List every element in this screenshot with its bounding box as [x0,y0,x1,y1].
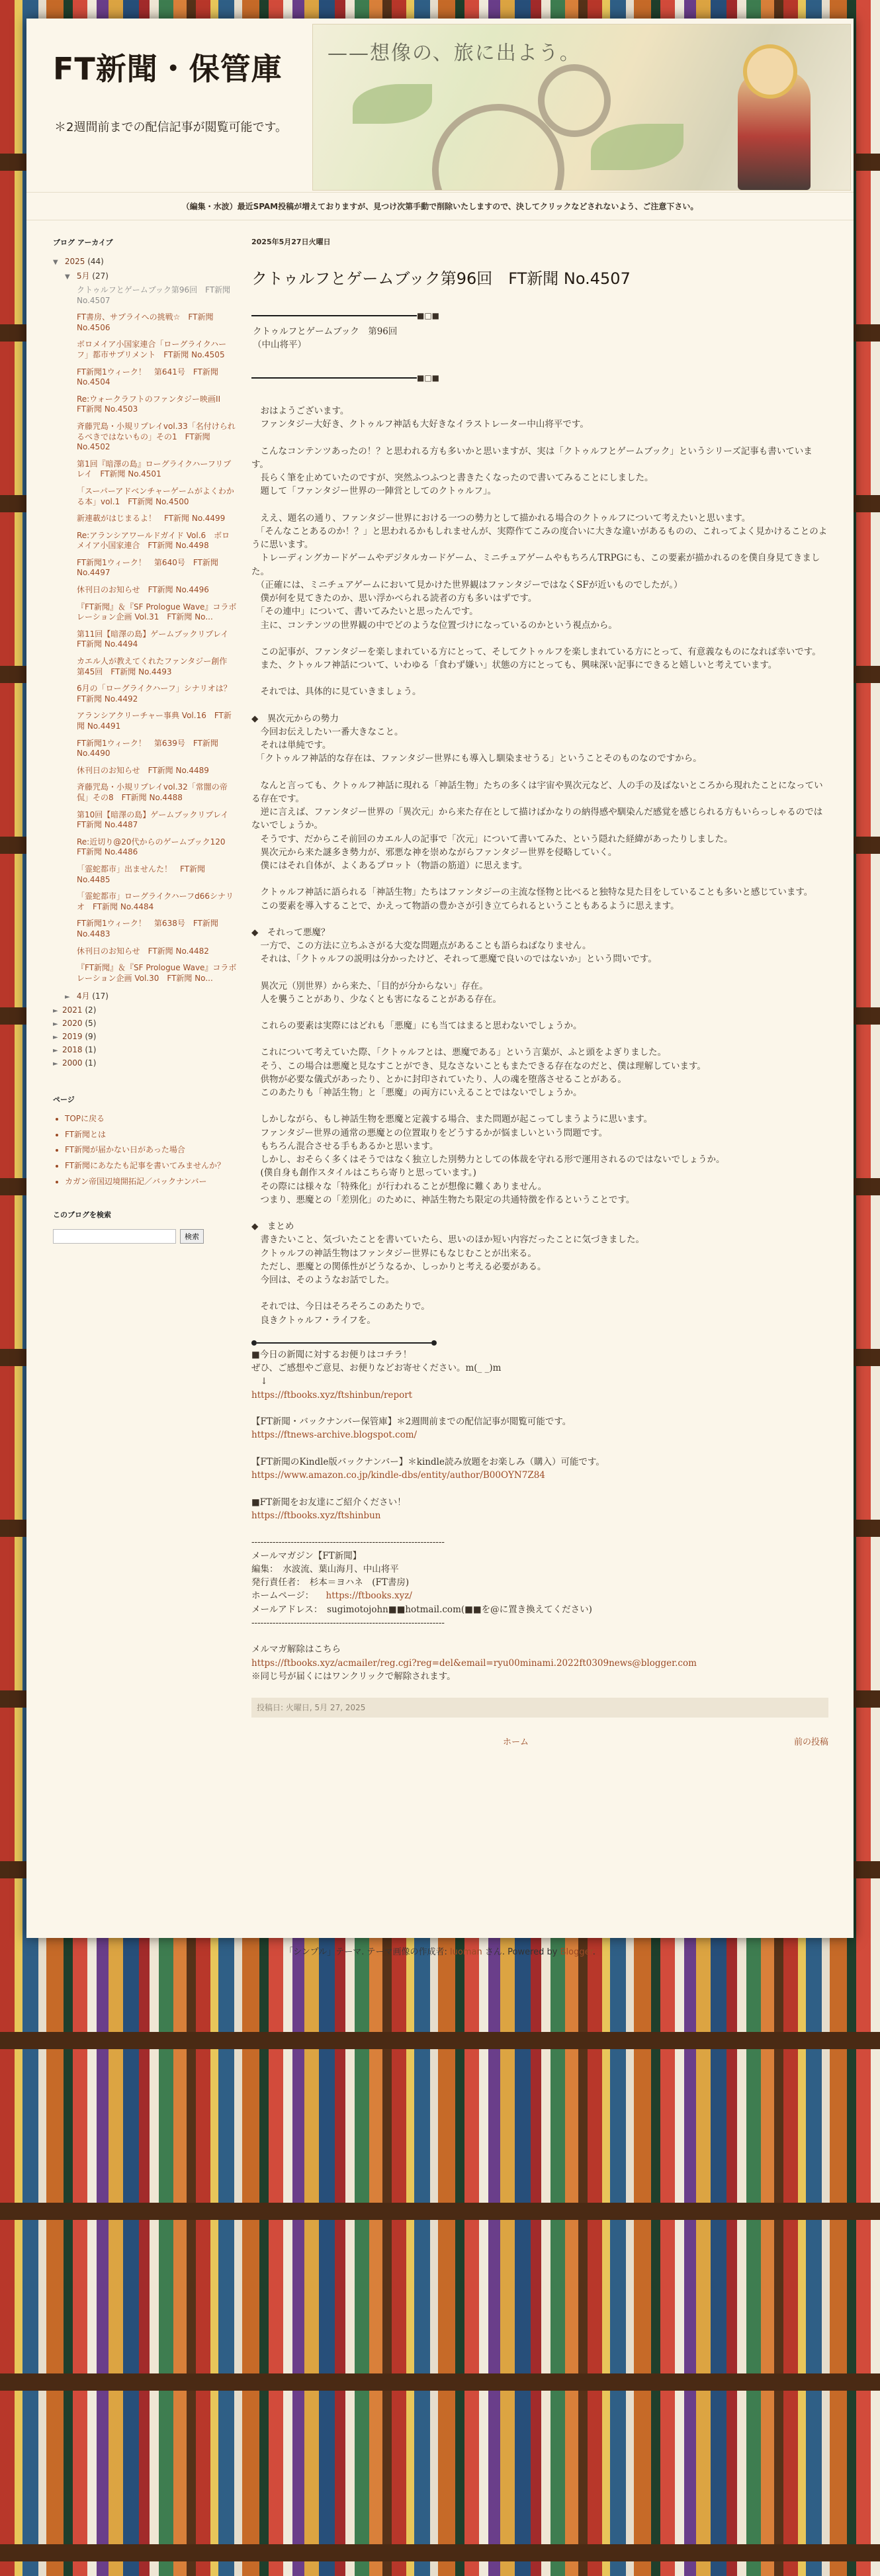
older-post-link[interactable]: 前の投稿 [793,1737,828,1747]
page-link[interactable]: • FT新聞にあなたも記事を書いてみませんか？ [65,1161,237,1172]
archive-post-link[interactable]: 「霊蛇都市」出ませんた！ FT新聞 No.4485 [77,864,206,884]
post-paragraph: 異次元（別世界）から来た、「目的が分からない」存在。 人を襲うことがあり、少なくとも害になることがある存在。 [260,980,502,1005]
blog-pager [251,1736,828,1749]
archive-year-label[interactable]: 2021 [62,1005,83,1015]
share-heading: ■FT新聞をお友達にご紹介ください！ [251,1496,406,1508]
mail-address-line: メールアドレス： sugimotojohn■■hotmail.com(■■を@に置き換えてください) [251,1604,592,1615]
archive-post-link[interactable]: Re:ウォークラフトのファンタジー映画II FT新聞 No.4503 [77,394,229,414]
post-paragraph: これらの要素は実際にはどれも「悪魔」にも当てはまると思わないでしょうか。 [251,1021,582,1031]
expand-toggle-icon[interactable]: ► [53,1034,58,1042]
archive-post-link[interactable]: 『FT新聞』＆『SF Prologue Wave』コラボレーション企画 Vol.30 FT新聞 No... [77,963,237,983]
archive-post-link[interactable]: 「霊蛇都市」ローグライクハーフd66シナリオ FT新聞 No.4484 [77,892,234,911]
page-link[interactable]: • FT新聞とは [65,1130,237,1140]
post-author: （中山将平） [253,339,306,350]
archive-count: (9) [85,1032,97,1042]
archive-post-link[interactable]: FT新聞1ウィーク！ 第638号 FT新聞 No.4483 [77,919,218,939]
post-paragraph: それでは、今日はそろそろこのあたりで。 良きクトゥルフ・ライフを。 [260,1301,430,1326]
archive-month-label[interactable]: 4月 [76,991,90,1001]
archive-count: (44) [87,257,104,266]
post-title[interactable]: クトゥルフとゲームブック第96回 FT新聞 No.4507 [251,269,631,288]
archive-month-label[interactable]: 5月 [76,271,90,281]
archive-post-link[interactable]: FT新聞1ウィーク！ 第640号 FT新聞 No.4497 [77,557,218,578]
archive-post-link[interactable]: Re:近切り@20代からのゲームブック120 FT新聞 No.4486 [77,837,234,857]
title-rule: ■□■ [251,312,828,320]
post-paragraph: クトゥルフ神話に語られる「神話生物」たちはファンタジーの主流な怪物と比べると独特な見た目をしていることも多いと感じています。 この要素を導入することで、かえって物語の豊かさが引き立てられるということもあるように思えます。 [260,887,813,911]
post-paragraph: ◆ まとめ 書きたいこと、気づいたことを書いていたら、思いのほか短い内容だったことに気づきました。 クトゥルフの神話生物はファンタジー世界にもなじむことが出来る。 ただし、悪魔との関係性がどうなるか、しっかりと考える必要がある。 今回は、そのようなお話でした。 [251,1221,644,1285]
credit-mid: さん. Powered by [482,1947,560,1957]
archive-month-apr[interactable] [53,990,237,1001]
title-rule: ■□■ [251,374,828,382]
archive-count: (27) [92,271,109,281]
archive-count: (5) [85,1019,97,1029]
archive-post-link[interactable]: カエル人が教えてくれたファンタジー創作 第45回 FT新聞 No.4493 [77,657,236,676]
expand-toggle-icon[interactable]: ► [53,1047,58,1055]
collapse-toggle-icon[interactable]: ▼ [65,273,70,281]
archive-year[interactable] [53,1019,237,1028]
illustrated-character-head [743,44,797,99]
contact-heading: ■今日の新聞に対するお便りはコチラ！ ぜひ、ご感想やご意見、お便りなどお寄せください。m(_ _)m ↓ [251,1349,502,1387]
archive-month-may[interactable] [53,270,237,281]
spam-notice: （編集・水波）最近SPAM投稿が増えておりますが、見つけ次第手動で削除いたしますので、決してクリックなどされないよう、ご注意下さい。 [26,193,854,220]
banner-tagline: ——想像の、旅に出よう。 [328,42,581,65]
blogger-link[interactable]: Blogger [560,1947,593,1957]
archive-year[interactable] [53,1058,237,1068]
credit-suffix: . [592,1947,595,1957]
pages-list [53,1114,237,1187]
archive-year[interactable] [53,1032,237,1041]
page-link[interactable]: • FT新聞が届かない日があった場合 [65,1145,237,1156]
unsubscribe-heading: メルマガ解除はこちら [251,1644,341,1655]
post-paragraph: こんなコンテンツあったの！？と思われる方も多いかと思いますが、実は「クトゥルフとゲームブック」というシリーズ記事も書いています。 長らく筆を止めていたのですが、突然ふつふつと書きたくなったので書いてみることにしました。 題して「ファンタジー世界の一陣営としてのクトゥルフ」。 [251,445,813,497]
magazine-name: メールマガジン【FT新聞】 [251,1550,362,1561]
header-banner-image [312,24,851,191]
post-paragraph: ◆ それって悪魔？ 一方で、この方法に立ちふさがる大変な問題点があることも語らねばなりません。 それは、「クトゥルフの説明は分かったけど、それって悪魔で良いのではないか」という問いです。 [251,927,657,965]
expand-toggle-icon[interactable]: ► [53,1060,58,1068]
archive-post-link[interactable]: ボロメイア小国家連合「ローグライクハーフ」都市サプリメント FT新聞 No.4505 [77,340,227,359]
archive-heading: ブログ アーカイブ [53,238,113,247]
search-input[interactable] [53,1229,176,1244]
archive-post-link[interactable]: 「スーパーアドベンチャーゲームがよくわかる本」vol.1 FT新聞 No.4500 [77,486,234,506]
archive-post-link[interactable]: Re:アランシアワールドガイド Vol.6 ボロメイア小国家連合 FT新聞 No.4498 [77,530,230,551]
page-link[interactable]: • TOPに戻る [65,1114,237,1125]
archive-year-label[interactable]: 2020 [62,1019,83,1029]
kindle-link[interactable]: https://www.amazon.co.jp/kindle-dbs/entity/author/B00OYN7Z84 [251,1470,545,1481]
share-link[interactable]: https://ftbooks.xyz/ftshinbun [251,1510,381,1521]
archive-post-link[interactable]: 『FT新聞』＆『SF Prologue Wave』コラボレーション企画 Vol.31 FT新聞 No... [77,602,237,622]
archive-post-link[interactable]: クトゥルフとゲームブック第96回 FT新聞 No.4507 [77,285,231,305]
post-footer[interactable]: 投稿日: 火曜日, 5月 27, 2025 [251,1698,828,1718]
post-paragraph: なんと言っても、クトゥルフ神話に現れる「神話生物」たちの多くは宇宙や異次元など、人の手の及ばないところから現れたことになっている存在です。 逆に言えば、ファンタジー世界の「異次元」から来た存在として描けばかなりの納得感や馴染んだ感覚を感じられる方もいらっしゃるのではないでしょうか。 そうです、だからこそ前回のカエル人の記事で「次元」について書いてみた、という隠れた経緯があったりしました。 異次元から来た謎多き勢力が、邪悪な神を崇めながらファンタジー世界を侵略していく。 僕にはそれ自体が、よくあるプロット（物語の筋道）に思えます。 [251,780,823,871]
unsubscribe-note: ※同じ号が届くにはワンクリックで解除されます。 [251,1671,456,1682]
archive-year-label[interactable]: 2018 [62,1045,83,1055]
archive-post-link[interactable]: 第10回【暗澤の島】ゲームブックリプレイ FT新聞 No.4487 [77,809,237,830]
search-button[interactable]: 検索 [180,1229,204,1244]
leaf-decoration [353,84,432,124]
post-paragraph: それでは、具体的に見ていきましょう。 [251,686,421,698]
collapse-toggle-icon[interactable]: ▼ [53,259,58,266]
blog-header [26,19,854,193]
homepage-line [251,1589,828,1602]
search-heading: このブログを検索 [53,1211,111,1220]
separator-line: ---------------------------------------------------------------- [251,1617,445,1628]
post-paragraph: この記事が、ファンタジーを楽しまれている方にとって、そしてクトゥルフを楽しまれている方にとって、有意義なものになれば幸いです。 また、クトゥルフ神話について、いわゆる「食わず嫌い」状態の方にとっても、興味深い記事にできると嬉しいと考えています。 [260,646,821,670]
gear-decoration [538,64,611,137]
post-paragraph: しかしながら、もし神話生物を悪魔と定義する場合、また問題が起こってしまうように思います。 ファンタジー世界の通常の悪魔との位置取りをどうするかが悩ましいという問題です。 もちろん混合させる手もあるかと思います。 しかし、おそらく多くはそうではなく独立した別勢力としての体裁を守れる形で運用されるのではないでしょうか。 (僕自身も創作スタイルはこちら寄りと思っています。) その際には様々な「特殊化」が行われることが想像に難くありません。 つまり、悪魔との「差別化」のために、神話生物たち限定の共通特徴を作るということです。 [260,1114,725,1205]
archive-post-link[interactable]: 休刊日のお知らせ FT新聞 No.4482 [77,946,209,956]
homepage-label: ホームページ： [251,1590,314,1602]
archive-post-link[interactable]: FT新聞1ウィーク！ 第641号 FT新聞 No.4504 [77,367,218,387]
credit-author-link[interactable]: luoman [450,1947,482,1957]
archive-post-link[interactable]: FT新聞1ウィーク！ 第639号 FT新聞 No.4490 [77,738,218,759]
archive-post-link[interactable]: 斉藤咒島・小規リプレイvol.33「名付けられるべきではないもの」その1 FT新聞 No.4502 [77,421,236,452]
expand-toggle-icon[interactable]: ► [53,1007,58,1015]
archive-year-label[interactable]: 2025 [64,257,85,266]
post-paragraph: おはようございます。 ファンタジー大好き、クトゥルフ神話も大好きなイラストレーター中山将平です。 [260,406,589,430]
unsubscribe-link[interactable]: https://ftbooks.xyz/acmailer/reg.cgi?reg=del&email=ryu00minami.2022ft0309news@blogger.com [251,1657,697,1669]
archive-post-link[interactable]: 斉藤咒島・小規リプレイvol.32「常闇の帝侃」その8 FT新聞 No.4488 [77,782,228,802]
backnumber-link[interactable]: https://ftnews-archive.blogspot.com/ [251,1430,418,1441]
section-divider [251,1340,437,1346]
backnumber-heading: 【FT新聞・バックナンバー保管庫】＊2週間前までの配信記事が閲覧可能です。 [251,1416,572,1427]
archive-year[interactable] [53,1045,237,1054]
archive-post-list [53,285,240,984]
post-paragraph: ◆ 異次元からの勢力 今回お伝えしたい一番大きなこと。 それは単純です。 「クトゥルフ神話的な存在は、ファンタジー世界にも導入し馴染ませうる」ということそのものなのですから。 [251,713,702,764]
archive-year-label[interactable]: 2019 [62,1032,83,1042]
leaf-decoration [591,124,683,170]
separator-line: ---------------------------------------------------------------- [251,1537,445,1548]
post-body [251,404,828,1327]
archive-post-link[interactable]: 新連載がはじまるよ！ FT新聞 No.4499 [77,514,226,524]
kindle-heading: 【FT新聞のKindle版バックナンバー】＊kindle読み放題をお楽しみ（購入）可能です。 [251,1456,605,1467]
main-content [251,237,828,1749]
homepage-link[interactable]: https://ftbooks.xyz/ [326,1590,412,1602]
archive-post-link[interactable]: 6月の「ローグライクハーフ」シナリオは？ FT新聞 No.4492 [77,684,240,704]
pages-heading: ページ [53,1095,75,1105]
theme-credit [26,1945,854,1957]
archive-year-list [53,1005,237,1068]
archive-post-link[interactable]: 第1回『暗澤の島』ローグライクハーフリプレイ FT新聞 No.4501 [77,459,232,479]
blog-title[interactable]: FT新聞・保管庫 [53,51,283,87]
post-subtitle: クトゥルフとゲームブック 第96回 [253,326,398,337]
credit-prefix: 「シンプル」テーマ. テーマ画像の作成者: [285,1947,451,1957]
search-form [53,1229,237,1244]
archive-year[interactable] [53,1005,237,1015]
editors-line: 編集： 水波流、葉山海月、中山将平 [251,1563,399,1575]
post-paragraph: ええ、題名の通り、ファンタジー世界における一つの勢力として描かれる場合のクトゥルフについて考えたいと思います。 「そんなことあるのか！？」と思われるかもしれませんが、実際作てこみの度合いに大きな違いがあるものの、これってよく見かけることのように思います。 トレーディングカードゲームやデジタルカードゲーム、ミニチュアゲームやもちろんTRPGにも、この要素が描かれるのを僕自身見てきました。 （正確には、ミニチュアゲームにおいて見かけた世界観はファンタジーではなくSFが近いものでしたが。） 僕が何を見てきたのか、思い浮かべられる読者の方も多いはずです。 「その連中」について、書いてみたいと思ったんです。 主に、コンテンツの世界観の中でどのような位置づけになっているのかという視点から。 [251,512,828,631]
contact-link[interactable]: https://ftbooks.xyz/ftshinbun/report [251,1389,413,1401]
expand-toggle-icon[interactable]: ► [65,993,70,1001]
archive-post-link[interactable]: FT書房、サプライへの挑戦☆ FT新聞 No.4506 [77,312,214,332]
page-link[interactable]: • カガン帝国辺境開拓記／バックナンバー [65,1177,237,1187]
archive-post-link[interactable]: アランシアクリーチャー事典 Vol.16 FT新聞 No.4491 [77,711,232,731]
archive-post-link[interactable]: 休刊日のお知らせ FT新聞 No.4496 [77,585,209,595]
post-paragraph: これについて考えていた際、「クトゥルフとは、悪魔である」という言葉が、ふと頭をよぎりました。 そう、この場合は悪魔と見なすことができ、見なさないこともまたできる存在なのだと、僕は理解しています。 供物が必要な儀式があったり、とかに封印されていたり、人の魂を堕落させることがある。 このあたりも「神話生物」と「悪魔」の両方にいえることではないでしょうか。 [260,1047,706,1098]
archive-count: (17) [92,991,109,1001]
archive-year-2025[interactable] [53,257,237,266]
archive-count: (1) [85,1058,97,1068]
archive-year-label[interactable]: 2000 [62,1058,83,1068]
archive-count: (1) [85,1045,97,1055]
page-container [26,19,854,1957]
sidebar [53,237,240,1244]
expand-toggle-icon[interactable]: ► [53,1021,58,1029]
archive-post-link[interactable]: 第11回【暗澤の島】ゲームブックリプレイ FT新聞 No.4494 [77,629,237,649]
home-link[interactable]: ホーム [503,1737,529,1747]
blog-description: ＊2週間前までの配信記事が閲覧可能です。 [54,120,288,134]
archive-post-link[interactable]: 休刊日のお知らせ FT新聞 No.4489 [77,765,209,775]
post-date: 2025年5月27日火曜日 [251,238,331,246]
publisher-line: 発行責任者： 杉本＝ヨハネ (FT書房) [251,1577,410,1588]
archive-count: (2) [85,1005,97,1015]
